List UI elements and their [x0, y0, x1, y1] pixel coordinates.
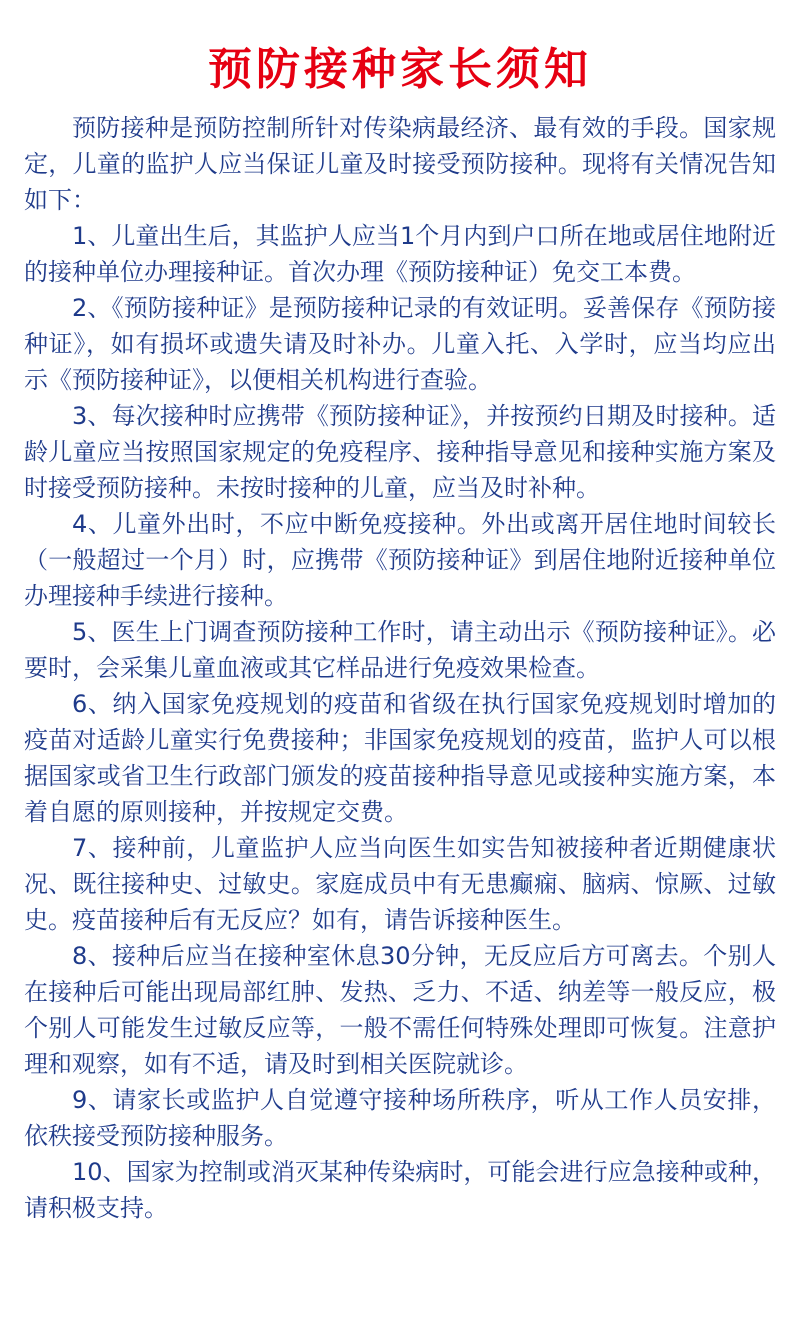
notice-item-8: 8、接种后应当在接种室休息30分钟，无反应后方可离去。个别人在接种后可能出现局部红肿、发热、乏力、不适、纳差等一般反应，极个别人可能发生过敏反应等，一般不需任何特殊处理即可恢复。注意护理和观察，如有不适，请及时到相关医院就诊。	[24, 942, 776, 1078]
intro-paragraph: 预防接种是预防控制所针对传染病最经济、最有效的手段。国家规定，儿童的监护人应当保证儿童及时接受预防接种。现将有关情况告知如下：	[24, 114, 776, 214]
notice-item-3: 3、每次接种时应携带《预防接种证》，并按预约日期及时接种。适龄儿童应当按照国家规定的免疫程序、接种指导意见和接种实施方案及时接受预防接种。未按时接种的儿童，应当及时补种。	[24, 402, 776, 502]
notice-item-1: 1、儿童出生后，其监护人应当1个月内到户口所在地或居住地附近的接种单位办理接种证。首次办理《预防接种证）免交工本费。	[24, 222, 776, 286]
notice-item-10: 10、国家为控制或消灭某种传染病时，可能会进行应急接种或种，请积极支持。	[24, 1158, 776, 1222]
notice-item-2: 2、《预防接种证》是预防接种记录的有效证明。妥善保存《预防接种证》，如有损坏或遗失请及时补办。儿童入托、入学时，应当均应出示《预防接种证》，以便相关机构进行查验。	[24, 294, 776, 394]
page-title: 预防接种家长须知	[208, 44, 592, 95]
notice-item-4: 4、儿童外出时，不应中断免疫接种。外出或离开居住地时间较长（一般超过一个月）时，应携带《预防接种证》到居住地附近接种单位办理接种手续进行接种。	[24, 510, 776, 610]
notice-item-9: 9、请家长或监护人自觉遵守接种场所秩序，听从工作人员安排，依秩接受预防接种服务。	[24, 1086, 776, 1150]
notice-item-7: 7、接种前，儿童监护人应当向医生如实告知被接种者近期健康状况、既往接种史、过敏史。家庭成员中有无患癫痫、脑病、惊厥、过敏史。疫苗接种后有无反应？如有，请告诉接种医生。	[24, 834, 776, 934]
notice-item-5: 5、医生上门调查预防接种工作时，请主动出示《预防接种证》。必要时，会采集儿童血液或其它样品进行免疫效果检查。	[24, 618, 776, 682]
notice-body	[24, 110, 776, 1226]
notice-item-6: 6、纳入国家免疫规划的疫苗和省级在执行国家免疫规划时增加的疫苗对适龄儿童实行免费接种；非国家免疫规划的疫苗，监护人可以根据国家或省卫生行政部门颁发的疫苗接种指导意见或接种实施方案，本着自愿的原则接种，并按规定交费。	[24, 690, 776, 826]
